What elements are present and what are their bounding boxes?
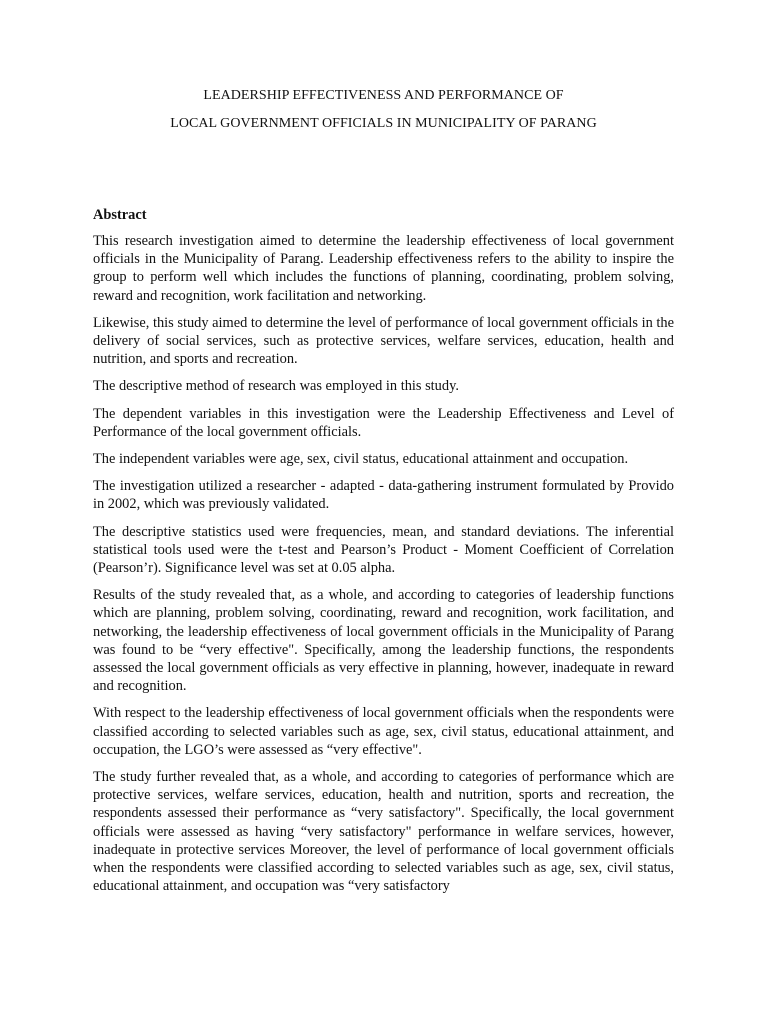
abstract-paragraph-6: The investigation utilized a researcher - adapted - data-gathering instrument formulated by Provido in 2002, which was previously validated.: [93, 478, 674, 513]
document-page: [93, 86, 674, 905]
title-line-1: LEADERSHIP EFFECTIVENESS AND PERFORMANCE OF: [203, 88, 564, 103]
abstract-paragraph-7: The descriptive statistics used were frequencies, mean, and standard deviations. The inferential statistical tools used were the t-test and Pearson’s Product - Moment Coefficient of Correlation (Pearson’r). Significance level was set at 0.05 alpha.: [93, 523, 674, 577]
title-line-2: LOCAL GOVERNMENT OFFICIALS IN MUNICIPALITY OF PARANG: [170, 116, 597, 131]
abstract-paragraph-8: Results of the study revealed that, as a whole, and according to categories of leadership functions which are planning, problem solving, coordinating, reward and recognition, work facilitation, and networking, the leadership effectiveness of local government officials in the Municipality of Parang was found to be “very effective". Specifically, among the leadership functions, the respondents assessed the local government officials as very effective in planning, however, inadequate in reward and recognition.: [93, 587, 674, 695]
abstract-paragraph-5: The independent variables were age, sex, civil status, educational attainment and occupation.: [93, 451, 629, 468]
abstract-paragraph-2: Likewise, this study aimed to determine the level of performance of local government officials in the delivery of social services, such as protective services, welfare services, education, health and nutrition, and sports and recreation.: [93, 314, 674, 368]
abstract-paragraph-10: The study further revealed that, as a whole, and according to categories of performance which are protective services, welfare services, education, health and nutrition, sports and recreation, the respondents assessed their performance as “very satisfactory". Specifically, the local government officials were assessed as having “very satisfactory" performance in welfare services, however, inadequate in protective services Moreover, the level of performance of local government officials when the respondents were classified according to selected variables such as age, sex, civil status, educational attainment, and occupation was “very satisfactory: [93, 769, 674, 895]
abstract-paragraph-4: The dependent variables in this investigation were the Leadership Effectiveness and Level of Performance of the local government officials.: [93, 405, 674, 440]
abstract-heading: Abstract: [93, 207, 147, 223]
abstract-paragraph-9: With respect to the leadership effectiveness of local government officials when the respondents were classified according to selected variables such as age, sex, civil status, educational attainment, and occupation, the LGO’s were assessed as “very effective".: [93, 705, 674, 758]
abstract-paragraph-1: This research investigation aimed to determine the leadership effectiveness of local government officials in the Municipality of Parang. Leadership effectiveness refers to the ability to inspire the group to perform well which includes the functions of planning, coordinating, problem solving, reward and recognition, work facilitation and networking.: [93, 233, 674, 304]
abstract-paragraph-3: The descriptive method of research was employed in this study.: [93, 378, 459, 395]
